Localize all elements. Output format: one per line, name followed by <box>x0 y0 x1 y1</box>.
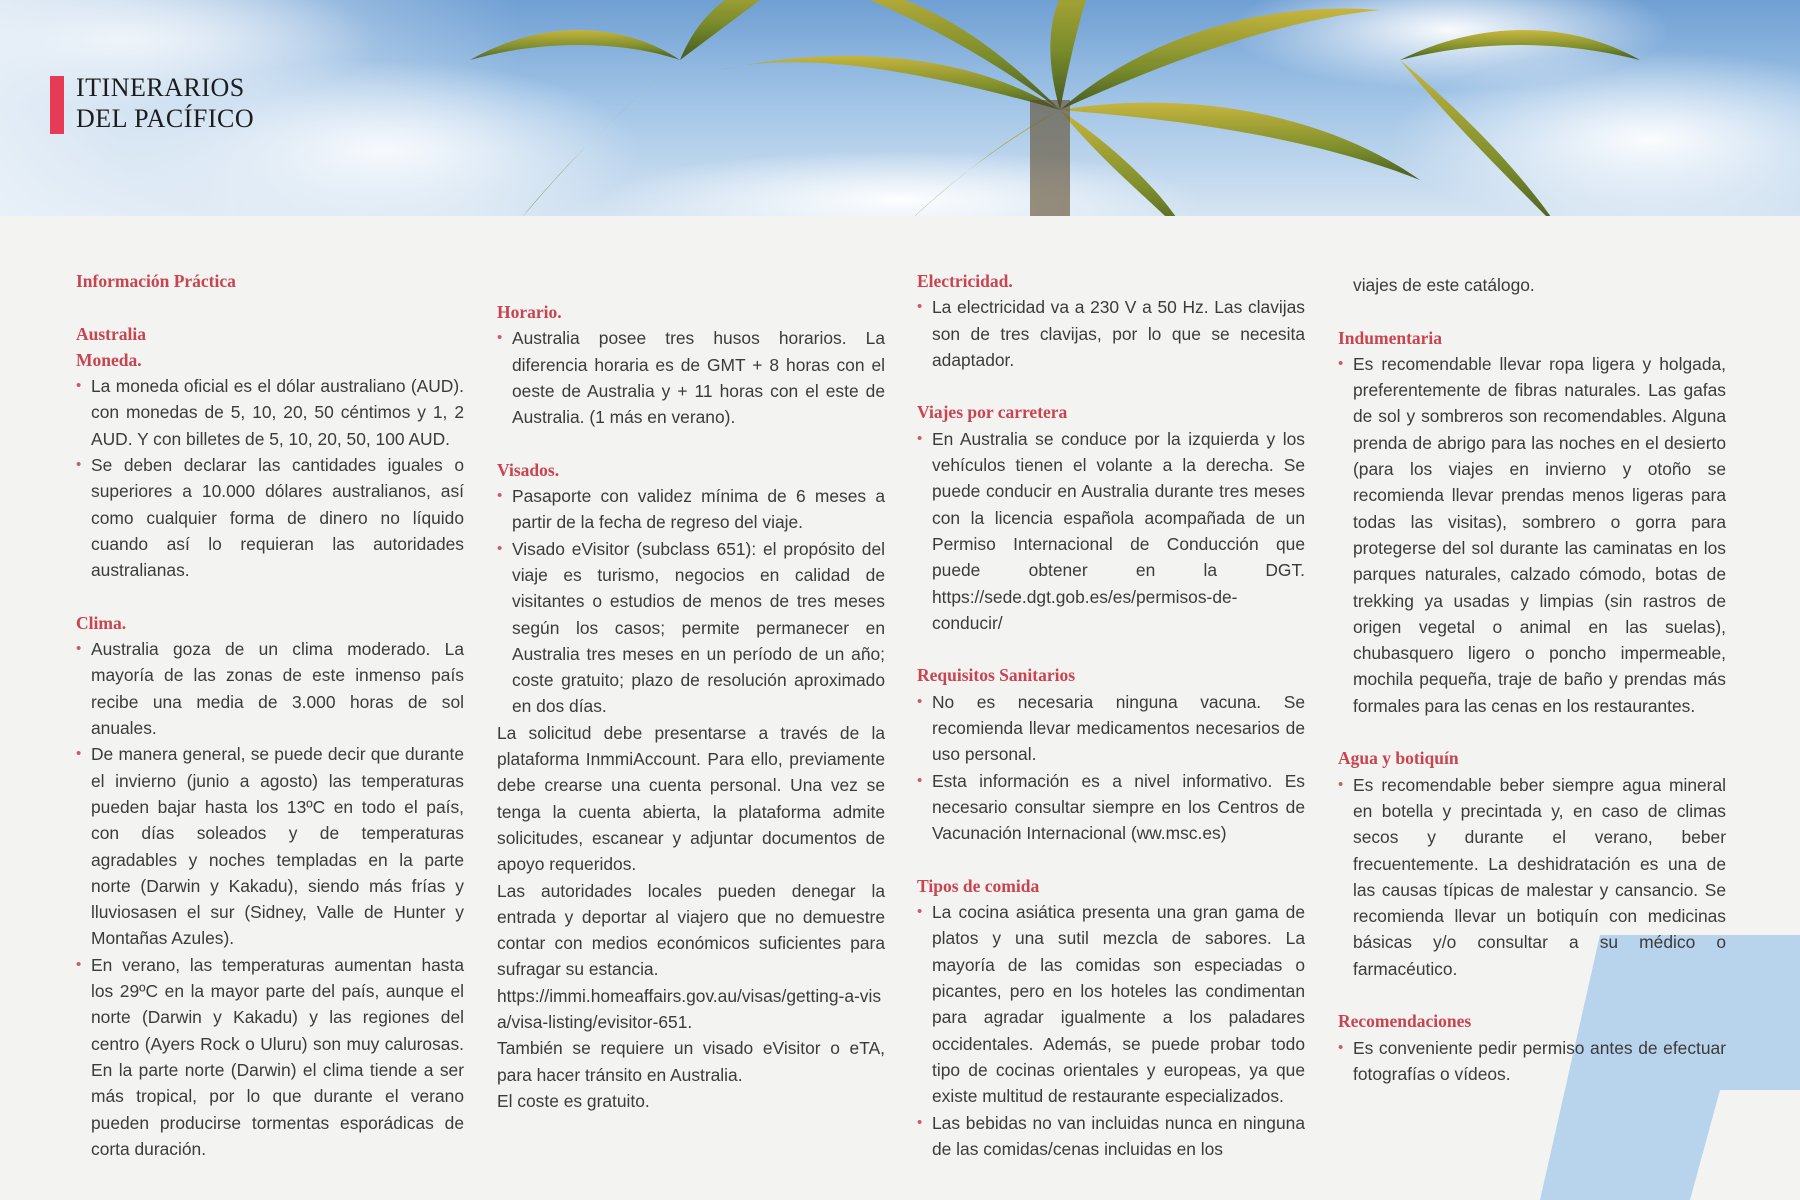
section-title: Información Práctica <box>76 271 236 291</box>
list-item: • Australia posee tres husos horarios. La diferencia horaria es de GMT + 8 horas con el oeste de Australia y + 11 horas con el este de Australia. (1 más en verano). <box>497 325 885 430</box>
heading-electricidad: Electricidad. <box>917 271 1013 291</box>
heading-clima: Clima. <box>76 612 127 633</box>
list-item: • La cocina asiática presenta una gran gama de platos y una sutil mezcla de sabores. La mayoría de las comidas son especiadas o picantes, pero en los hoteles las condimentan para agradar igualmente a los paladares occidentales. Además, se puede probar todo tipo de cocinas orientales y europeas, ya que existe multitud de restaurante especializados. <box>917 899 1305 1109</box>
palm-tree-photo <box>0 0 1800 216</box>
list-item: • En verano, las temperaturas aumentan hasta los 29ºC en la mayor parte del país, aunque el norte (Darwin y Kakadu) y las regiones del centro (Ayers Rock o Uluru) son muy calurosas. En la parte norte (Darwin) el clima tiende a ser más tropical, por lo que durante el verano pueden producirse tormentas esporádicas de corta duración. <box>76 952 464 1162</box>
heading-sanitarios: Requisitos Sanitarios <box>917 665 1076 686</box>
list-item: • Pasaporte con validez mínima de 6 meses a partir de la fecha de regreso del viaje. <box>497 483 885 536</box>
column-3 <box>917 268 1305 1162</box>
heading-recomendaciones: Recomendaciones <box>1338 1011 1472 1032</box>
heading-indumentaria: Indumentaria <box>1338 327 1443 348</box>
list-item: • No es necesaria ninguna vacuna. Se recomienda llevar medicamentos necesarios de uso personal. <box>917 689 1305 768</box>
list-item: • Es conveniente pedir permiso antes de efectuar fotografías o vídeos. <box>1338 1035 1726 1088</box>
list-item: • La moneda oficial es el dólar australiano (AUD). con monedas de 5, 10, 20, 50 céntimos y 1, 2 AUD. Y con billetes de 5, 10, 20, 50, 100 AUD. <box>76 373 464 452</box>
heading-moneda: Moneda. <box>76 349 142 370</box>
column-4 <box>1338 272 1726 1087</box>
brand-line-1: ITINERARIOS <box>76 73 245 102</box>
list-horario <box>497 325 885 430</box>
list-item: • De manera general, se puede decir que durante el invierno (junio a agosto) las temperaturas pueden bajar hasta los 13ºC en todo el país, con días soleados y de temperaturas agradables y noches templadas en la parte norte (Darwin y Kakadu), siendo más frías y lluviosasen el sur (Sidney, Valle de Hunter y Montañas Azules). <box>76 741 464 951</box>
brand-accent-bar <box>50 76 64 134</box>
list-item: • Las bebidas no van incluidas nunca en ninguna de las comidas/cenas incluidas en los <box>917 1110 1305 1163</box>
header-banner <box>0 0 1800 216</box>
column-1 <box>76 268 464 1162</box>
column-2 <box>497 299 885 1114</box>
list-comida <box>917 899 1305 1162</box>
visados-paragraph: Las autoridades locales pueden denegar la entrada y deportar al viajero que no demuestre contar con medios económicos suficientes para sufragar su estancia. <box>497 880 885 980</box>
list-item: • En Australia se conduce por la izquierda y los vehículos tienen el volante a la derecha. Se puede conducir en Australia durante tres meses con la licencia española acompañada de un Permiso Internacional de Conducción que puede obtener en la DGT. https://sede.dgt.gob.es/es/permisos-de-conducir/ <box>917 426 1305 636</box>
list-item: • La electricidad va a 230 V a 50 Hz. Las clavijas son de tres clavijas, por lo que se necesita adaptador. <box>917 294 1305 373</box>
heading-comida: Tipos de comida <box>917 875 1040 896</box>
brand-logo <box>50 72 254 134</box>
brand-line-2: DEL PACÍFICO <box>76 104 255 133</box>
list-item: • Se deben declarar las cantidades iguales o superiores a 10.000 dólares australianos, así como cualquier forma de dinero no líquido cuando así lo requieran las autoridades australianas. <box>76 452 464 583</box>
list-agua <box>1338 772 1726 982</box>
list-recomendaciones <box>1338 1035 1726 1088</box>
list-carretera <box>917 426 1305 636</box>
heading-horario: Horario. <box>497 302 562 322</box>
visados-url: https://immi.homeaffairs.gov.au/visas/getting-a-visa/visa-listing/evisitor-651. <box>497 985 882 1033</box>
list-item: • Esta información es a nivel informativo. Es necesario consultar siempre en los Centros de Vacunación Internacional (ww.msc.es) <box>917 768 1305 847</box>
list-visados <box>497 483 885 720</box>
visados-paragraph: La solicitud debe presentarse a través de la plataforma InmmiAccount. Para ello, previamente debe crearse una cuenta personal. Una vez se tenga la cuenta abierta, la plataforma admite solicitudes, escanear y adjuntar documentos de apoyo requeridos. <box>497 722 885 875</box>
list-item: • Australia goza de un clima moderado. La mayoría de las zonas de este inmenso país recibe una media de 3.000 horas de sol anuales. <box>76 636 464 741</box>
list-item: • Es recomendable beber siempre agua mineral en botella y precintada y, en caso de climas secos y durante el verano, beber frecuentemente. La deshidratación es una de las causas típicas de malestar y cansancio. Se recomienda llevar un botiquín con medicinas básicas y/o consultar a su médico o farmacéutico. <box>1338 772 1726 982</box>
list-clima <box>76 636 464 1162</box>
heading-visados: Visados. <box>497 459 560 480</box>
list-item: • Es recomendable llevar ropa ligera y holgada, preferentemente de fibras naturales. Las gafas de sol y sombreros son recomendables. Alguna prenda de abrigo para las noches en el desierto (para los viajes en invierno y otoño se recomienda llevar prendas menos ligeras para todas las visitas), sombrero o gorra para protegerse del sol durante las caminatas en los parques naturales, calzado cómodo, botas de trekking ya usadas y limpias (sin rastros de origen vegetal o animal en las suelas), chubasquero ligero o poncho impermeable, mochila pequeña, traje de baño y prendas más formales para las cenas en los restaurantes. <box>1338 351 1726 719</box>
list-sanitarios <box>917 689 1305 847</box>
heading-agua: Agua y botiquín <box>1338 748 1459 769</box>
visados-paragraph: También se requiere un visado eVisitor o eTA, para hacer tránsito en Australia. <box>497 1038 885 1085</box>
brand-title <box>76 72 254 134</box>
list-indumentaria <box>1338 351 1726 719</box>
visados-paragraph: El coste es gratuito. <box>497 1090 650 1111</box>
continuation-text: viajes de este catálogo. <box>1353 275 1535 295</box>
list-electricidad <box>917 294 1305 373</box>
list-item: • Visado eVisitor (subclass 651): el propósito del viaje es turismo, negocios en calidad de visitantes o estudios de menos de tres meses según los casos; permite permanecer en Australia tres meses en un período de un año; coste gratuito; plazo de resolución aproximado en dos días. <box>497 536 885 720</box>
heading-carretera: Viajes por carretera <box>917 402 1068 423</box>
list-moneda <box>76 373 464 583</box>
country-heading: Australia <box>76 323 146 344</box>
